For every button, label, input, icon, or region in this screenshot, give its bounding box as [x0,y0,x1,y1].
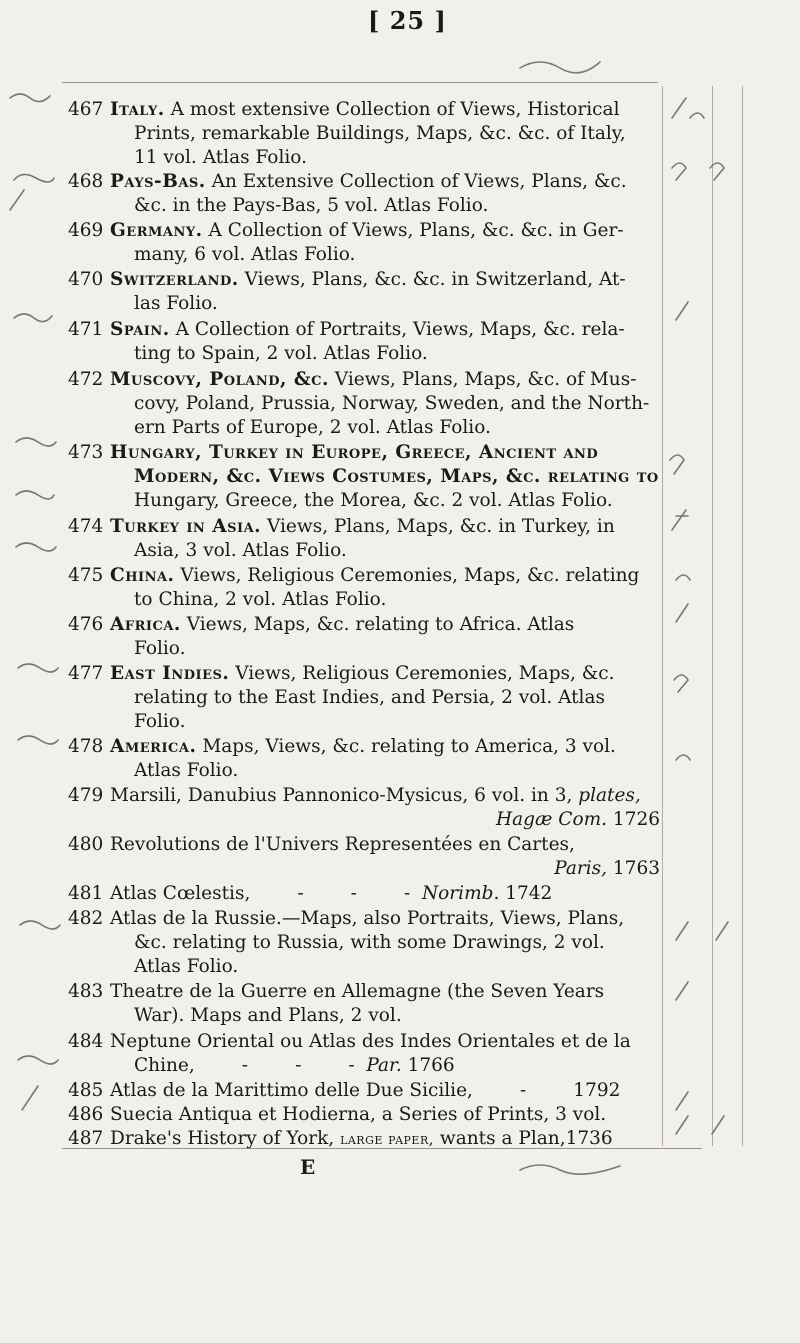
annotation-mark [16,491,54,499]
price-mark [672,98,686,118]
annotation-mark [10,94,50,102]
annotation-mark [18,1056,58,1064]
entry-473: 473 Hungary, Turkey in Europe, Greece, Ancient and Modern, &c. Views Costumes, Maps, &c. relating to Hungary, Greece, the Morea, &c. 2 vol. Atlas Folio. [68,442,659,511]
page-number: [ 25 ] [368,6,447,35]
annotation-mark [520,62,600,73]
price-mark [676,302,688,320]
entry-486: 486 Suecia Antiqua et Hodierna, a Series of Prints, 3 vol. [68,1104,607,1125]
price-mark [690,113,704,118]
price-mark [676,575,690,580]
annotation-mark [18,736,58,744]
price-mark [676,755,690,760]
price-mark [674,675,688,692]
entry-474: 474 Turkey in Asia. Views, Plans, Maps, &c. in Turkey, in Asia, 3 vol. Atlas Folio. [68,516,615,561]
price-mark [672,163,686,180]
price-mark [716,922,728,940]
entry-472: 472 Muscovy, Poland, &c. Views, Plans, Maps, &c. of Mus- covy, Poland, Prussia, Norway, Sweden, and the North- ern Parts of Europe, 2 vol. Atlas Folio. [68,369,650,438]
entry-484: 484 Neptune Oriental ou Atlas des Indes Orientales et de la Chine, - - - Par. 1766 [68,1031,631,1076]
annotation-mark [14,174,54,182]
annotation-mark [22,1086,38,1110]
price-mark [710,163,724,180]
entry-471: 471 Spain. A Collection of Portraits, Views, Maps, &c. rela- ting to Spain, 2 vol. Atlas Folio. [68,319,625,364]
entry-481: 481 Atlas Cœlestis, - - - Norimb. 1742 [68,883,553,904]
entry-475: 475 China. Views, Religious Ceremonies, Maps, &c. relating to China, 2 vol. Atlas Folio. [68,565,640,610]
price-mark [676,922,688,940]
entry-476: 476 Africa. Views, Maps, &c. relating to Africa. Atlas Folio. [68,614,575,659]
entry-485: 485 Atlas de la Marittimo delle Due Sicilie, - 1792 [68,1080,621,1101]
entry-479: 479 Marsili, Danubius Pannonico-Mysicus, 6 vol. in 3, plates, Hagæ Com. 1726 [68,785,660,830]
price-mark [676,1092,688,1110]
price-mark [676,982,688,1000]
entry-478: 478 America. Maps, Views, &c. relating to America, 3 vol. Atlas Folio. [68,736,616,781]
annotation-mark [16,438,56,446]
entry-467: 467 Italy. A most extensive Collection of Views, Historical Prints, remarkable Buildings, Maps, &c. &c. of Italy, 11 vol. Atlas Folio. [68,99,626,168]
price-mark [672,510,688,530]
entry-468: 468 Pays-Bas. An Extensive Collection of Views, Plans, &c. &c. in the Pays-Bas, 5 vol. Atlas Folio. [68,171,627,216]
entry-487: 487 Drake's History of York, large paper, wants a Plan,1736 [68,1128,613,1149]
entry-477: 477 East Indies. Views, Religious Ceremonies, Maps, &c. relating to the East Indies, and Persia, 2 vol. Atlas Folio. [68,663,615,732]
entry-469: 469 Germany. A Collection of Views, Plans, &c. &c. in Ger- many, 6 vol. Atlas Folio. [68,220,624,265]
signature-mark: E [300,1155,316,1179]
entry-482: 482 Atlas de la Russie.—Maps, also Portraits, Views, Plans, &c. relating to Russia, with some Drawings, 2 vol. Atlas Folio. [68,908,625,977]
annotation-mark [16,543,56,551]
price-mark [676,604,688,622]
price-mark [712,1116,724,1134]
price-mark [670,455,684,474]
annotation-mark [14,314,52,322]
annotation-mark [20,921,60,929]
entry-480: 480 Revolutions de l'Univers Representées en Cartes, Paris, 1763 [68,834,660,879]
annotation-mark [18,664,58,672]
annotation-mark [10,190,24,210]
entry-470: 470 Switzerland. Views, Plans, &c. &c. in Switzerland, At- las Folio. [68,269,626,314]
annotation-mark [520,1165,620,1174]
entry-483: 483 Theatre de la Guerre en Allemagne (the Seven Years War). Maps and Plans, 2 vol. [68,981,605,1026]
price-mark [676,1116,688,1134]
